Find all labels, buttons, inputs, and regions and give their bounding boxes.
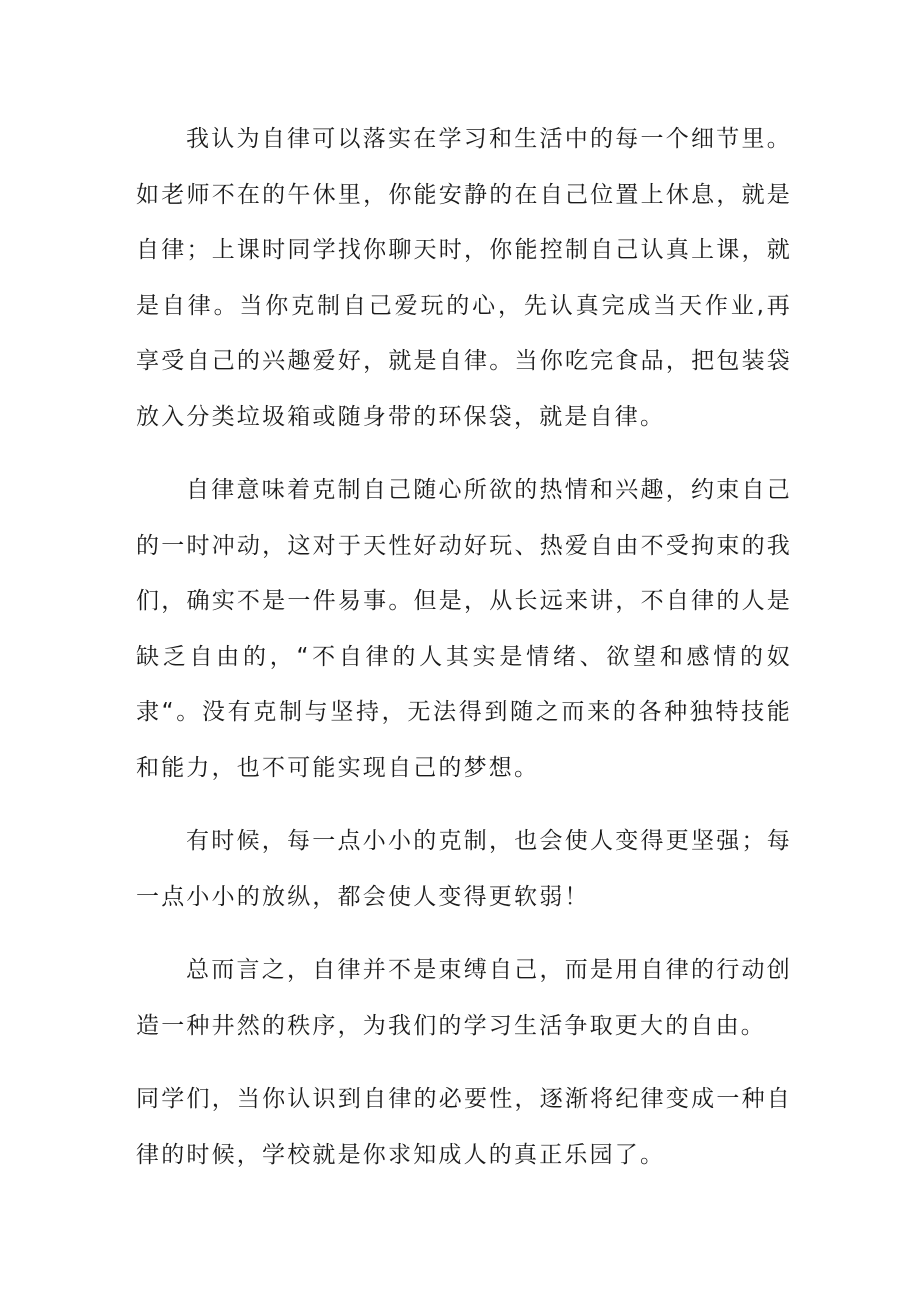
paragraph-4: 总而言之，自律并不是束缚自己，而是用自律的行动创造一种井然的秩序，为我们的学习生活争取更大的自由。	[136, 957, 792, 1039]
paragraph-2: 自律意味着克制自己随心所欲的热情和兴趣，约束自己的一时冲动，这对于天性好动好玩、热爱自由不受拘束的我们，确实不是一件易事。但是，从长远来讲，不自律的人是缺乏自由的，“不自律的人其实是情绪、欲望和感情的奴隶“。没有克制与坚持，无法得到随之而来的各种独特技能和能力，也不可能实现自己的梦想。	[136, 477, 792, 781]
paragraph-3: 有时候，每一点小小的克制，也会使人变得更坚强；每一点小小的放纵，都会使人变得更软弱！	[136, 828, 792, 910]
document-body	[136, 112, 792, 1201]
paragraph-5: 同学们，当你认识到自律的必要性，逐渐将纪律变成一种自律的时候，学校就是你求知成人的真正乐园了。	[136, 1086, 792, 1168]
paragraph-1: 我认为自律可以落实在学习和生活中的每一个细节里。如老师不在的午休里，你能安静的在自己位置上休息，就是自律；上课时同学找你聊天时，你能控制自己认真上课，就是自律。当你克制自己爱玩的心，先认真完成当天作业,再享受自己的兴趣爱好，就是自律。当你吃完食品，把包装袋放入分类垃圾箱或随身带的环保袋，就是自律。	[136, 126, 792, 430]
